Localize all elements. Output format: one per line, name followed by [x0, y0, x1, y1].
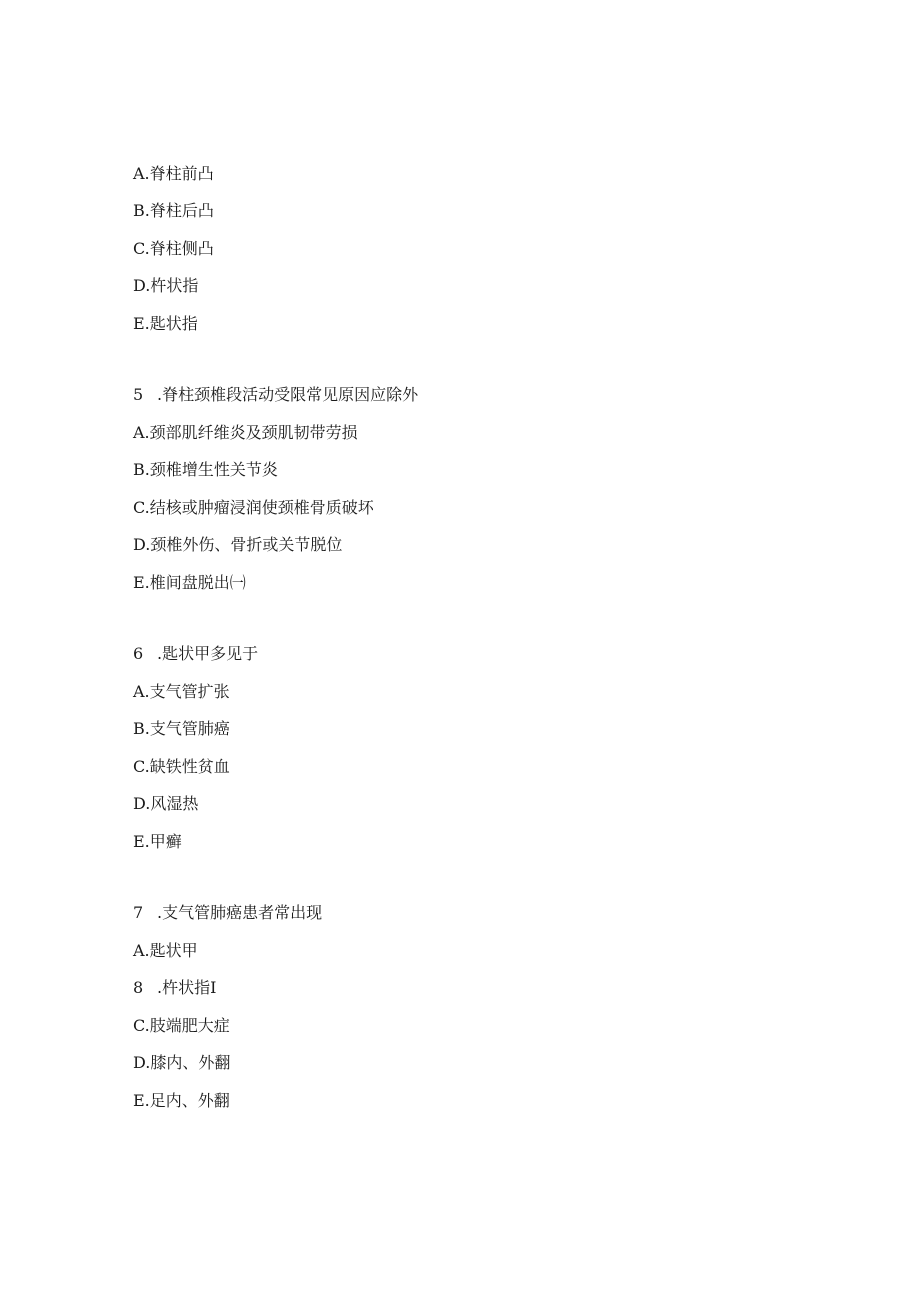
option-e: E.甲癣: [133, 832, 182, 851]
question-7: [133, 903, 322, 923]
question-text: .脊柱颈椎段活动受限常见原因应除外: [157, 385, 419, 404]
option-d: D.风湿热: [133, 794, 199, 813]
question-number: 5: [133, 385, 144, 404]
question-text: .匙状甲多见于: [157, 644, 259, 663]
question-number: 7: [133, 903, 144, 922]
option-a: A.匙状甲: [133, 941, 198, 960]
option-c: C.结核或肿瘤浸润使颈椎骨质破坏: [133, 498, 374, 517]
question-6: [133, 644, 258, 664]
question-text: .支气管肺癌患者常出现: [157, 903, 323, 922]
option-d: D.膝内、外翻: [133, 1053, 231, 1072]
question-8: [133, 978, 216, 998]
option-e: E.椎间盘脱出㈠: [133, 573, 246, 592]
option-d: D.颈椎外伤、骨折或关节脱位: [133, 535, 343, 554]
question-5: [133, 385, 418, 405]
option-e: E.足内、外翻: [133, 1091, 230, 1110]
question-number: 8: [133, 978, 144, 997]
option-a: A.颈部肌纤维炎及颈肌韧带劳损: [133, 423, 358, 442]
option-b: B.颈椎增生性关节炎: [133, 460, 278, 479]
option-d: D.杵状指: [133, 276, 199, 295]
option-c: C.脊柱侧凸: [133, 239, 214, 258]
question-number: 6: [133, 644, 144, 663]
option-a: A.脊柱前凸: [133, 164, 214, 183]
option-b: B.脊柱后凸: [133, 201, 214, 220]
option-c: C.肢端肥大症: [133, 1016, 230, 1035]
option-b: B.支气管肺癌: [133, 719, 230, 738]
option-e: E.匙状指: [133, 314, 198, 333]
question-text: .杵状指I: [157, 978, 217, 997]
option-a: A.支气管扩张: [133, 682, 230, 701]
option-c: C.缺铁性贫血: [133, 757, 230, 776]
